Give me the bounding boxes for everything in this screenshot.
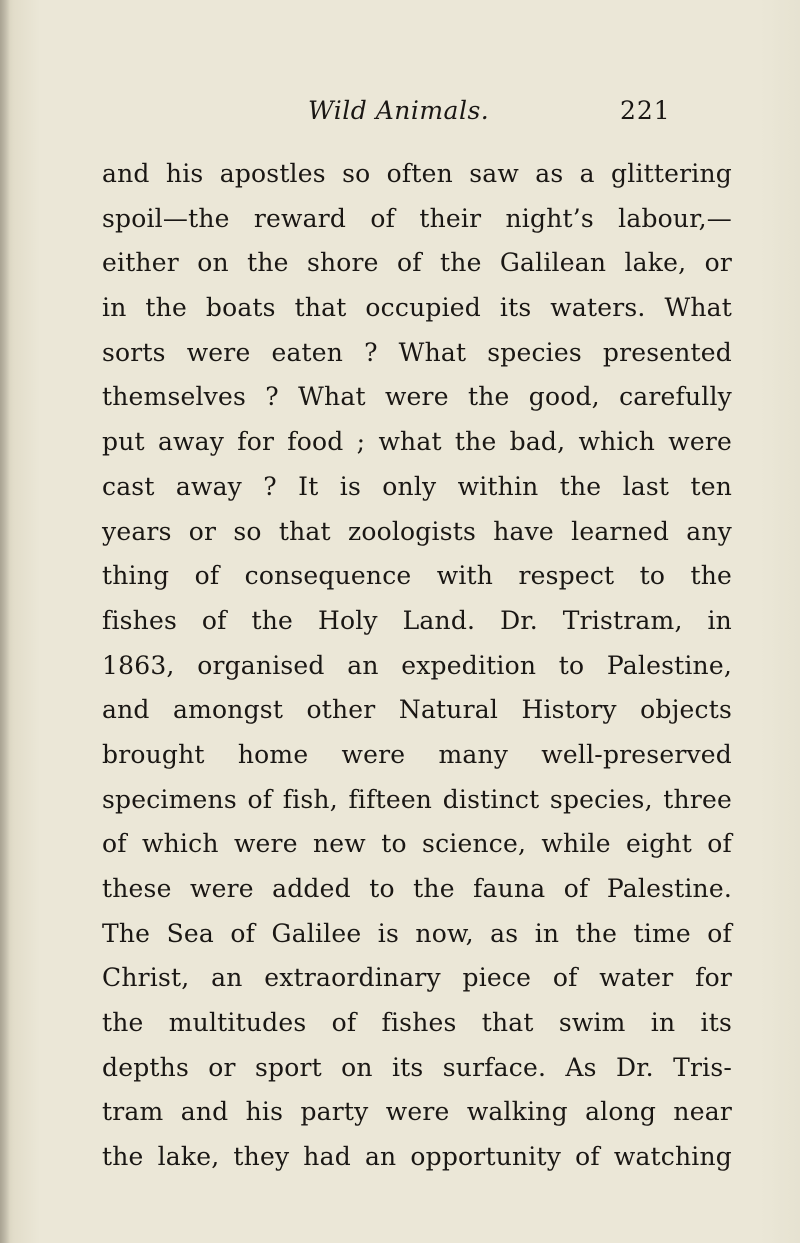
text-line: the lake, they had an opportunity of watching <box>102 1142 732 1172</box>
text-line: and amongst other Natural History objects <box>102 695 732 725</box>
text-line: these were added to the fauna of Palestine. <box>102 874 732 903</box>
text-line: fishes of the Holy Land. Dr. Tristram, in <box>102 605 732 635</box>
spine-shadow <box>0 0 10 1243</box>
text-line: thing of consequence with respect to the <box>102 561 732 591</box>
text-line: the multitudes of fishes that swim in its <box>102 1008 732 1038</box>
text-line: cast away ? It is only within the last ten <box>102 471 732 501</box>
text-line: put away for food ; what the bad, which were <box>102 427 732 457</box>
text-line: and his apostles so often saw as a glittering <box>102 159 732 188</box>
page-number: 221 <box>620 96 671 125</box>
text-line: tram and his party were walking along near <box>102 1097 732 1127</box>
text-line: of which were new to science, while eight of <box>102 829 732 859</box>
text-line: sorts were eaten ? What species presented <box>102 337 732 367</box>
text-line: depths or sport on its surface. As Dr. Tris- <box>102 1052 732 1082</box>
running-head <box>0 96 800 140</box>
text-line: brought home were many well-preserved <box>102 739 732 769</box>
text-line: The Sea of Galilee is now, as in the time of <box>102 918 732 948</box>
text-line: Christ, an extraordinary piece of water for <box>102 963 732 993</box>
text-line: themselves ? What were the good, carefully <box>102 382 732 412</box>
running-title: Wild Animals. <box>308 96 490 125</box>
text-line: 1863, organised an expedition to Palestine, <box>102 650 732 680</box>
body-text <box>102 152 732 1180</box>
text-line: specimens of fish, fifteen distinct species, three <box>102 784 732 814</box>
text-line: years or so that zoologists have learned any <box>102 516 732 546</box>
text-line: in the boats that occupied its waters. What <box>102 293 732 323</box>
text-line: spoil—the reward of their night’s labour,— <box>102 203 732 233</box>
text-line: either on the shore of the Galilean lake, or <box>102 248 732 278</box>
